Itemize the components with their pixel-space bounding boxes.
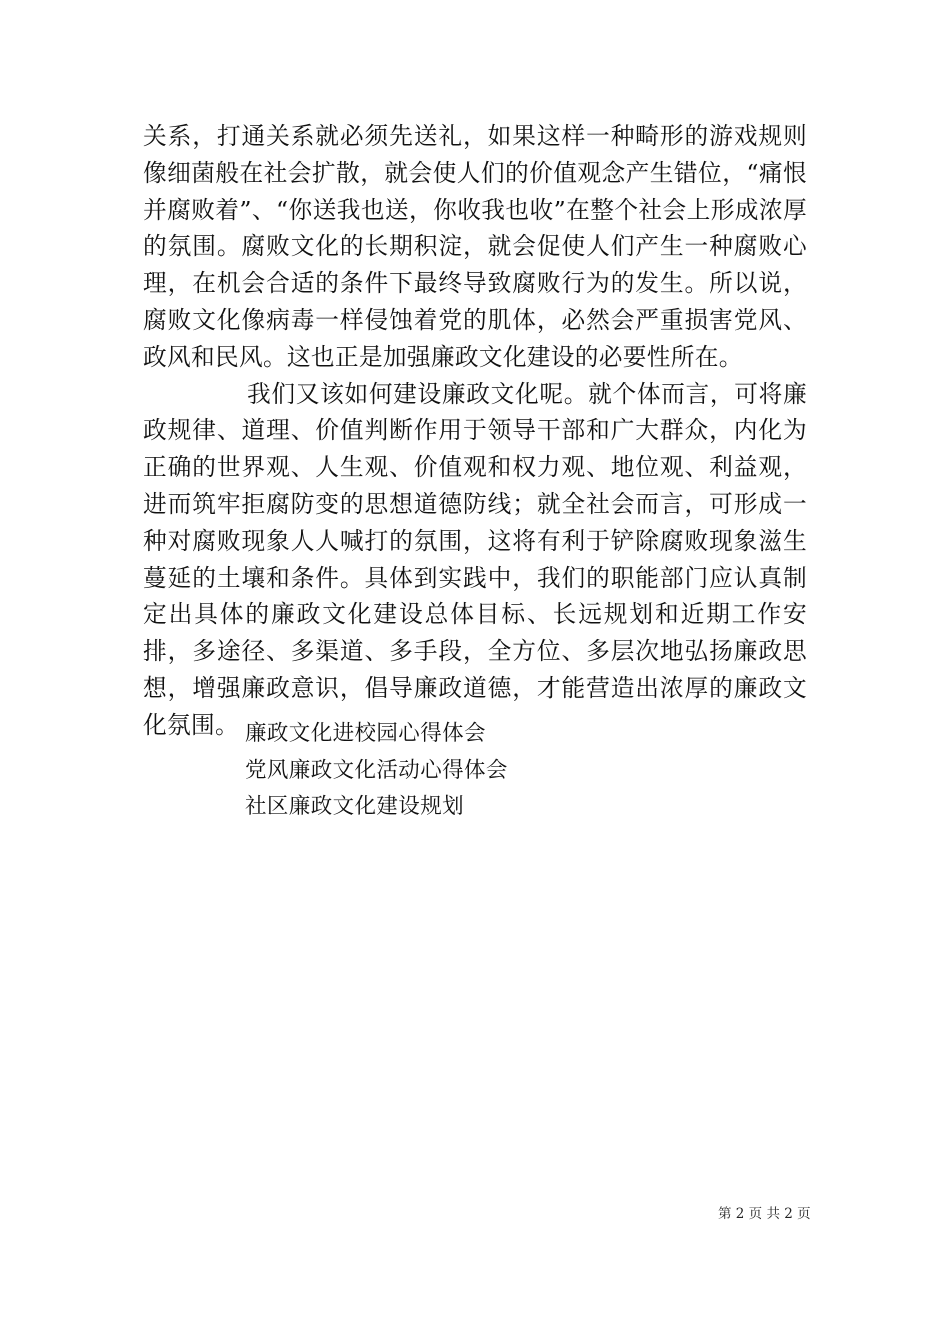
related-article-link[interactable]: 廉政文化进校园心得体会	[245, 721, 486, 746]
related-article-link[interactable]: 党风廉政文化活动心得体会	[245, 757, 508, 783]
related-article-link[interactable]: 社区廉政文化建设规划	[245, 794, 465, 820]
paragraph-2: 我们又该如何建设廉政文化呢。就个体而言，可将廉政规律、道理、价值判断作用于领导干部和广大群众，内化为正确的世界观、人生观、价值观和权力观、地位观、利益观，进而筑牢拒腐防变的思想道德防线；就全社会而言，可形成一种对腐败现象人人喊打的氛围，这将有利于铲除腐败现象滋生蔓延的土壤和条件。具体到实践中，我们的职能部门应认真制定出具体的廉政文化建设总体目标、长远规划和近期工作安排，多途径、多渠道、多手段，全方位、多层次地弘扬廉政思想，增强廉政意识，倡导廉政道德，才能营造出浓厚的廉政文化氛围。	[143, 379, 807, 739]
article-body	[143, 118, 807, 744]
paragraph-1: 关系，打通关系就必须先送礼，如果这样一种畸形的游戏规则像细菌般在社会扩散，就会使人们的价值观念产生错位，“痛恨并腐败着”、“你送我也送，你收我也收”在整个社会上形成浓厚的氛围。腐败文化的长期积淀，就会促使人们产生一种腐败心理，在机会合适的条件下最终导致腐败行为的发生。所以说，腐败文化像病毒一样侵蚀着党的肌体，必然会严重损害党风、政风和民风。这也正是加强廉政文化建设的必要性所在。	[143, 122, 807, 371]
page-number-footer: 第 2 页 共 2 页	[718, 1206, 811, 1222]
related-articles-list	[245, 716, 508, 826]
